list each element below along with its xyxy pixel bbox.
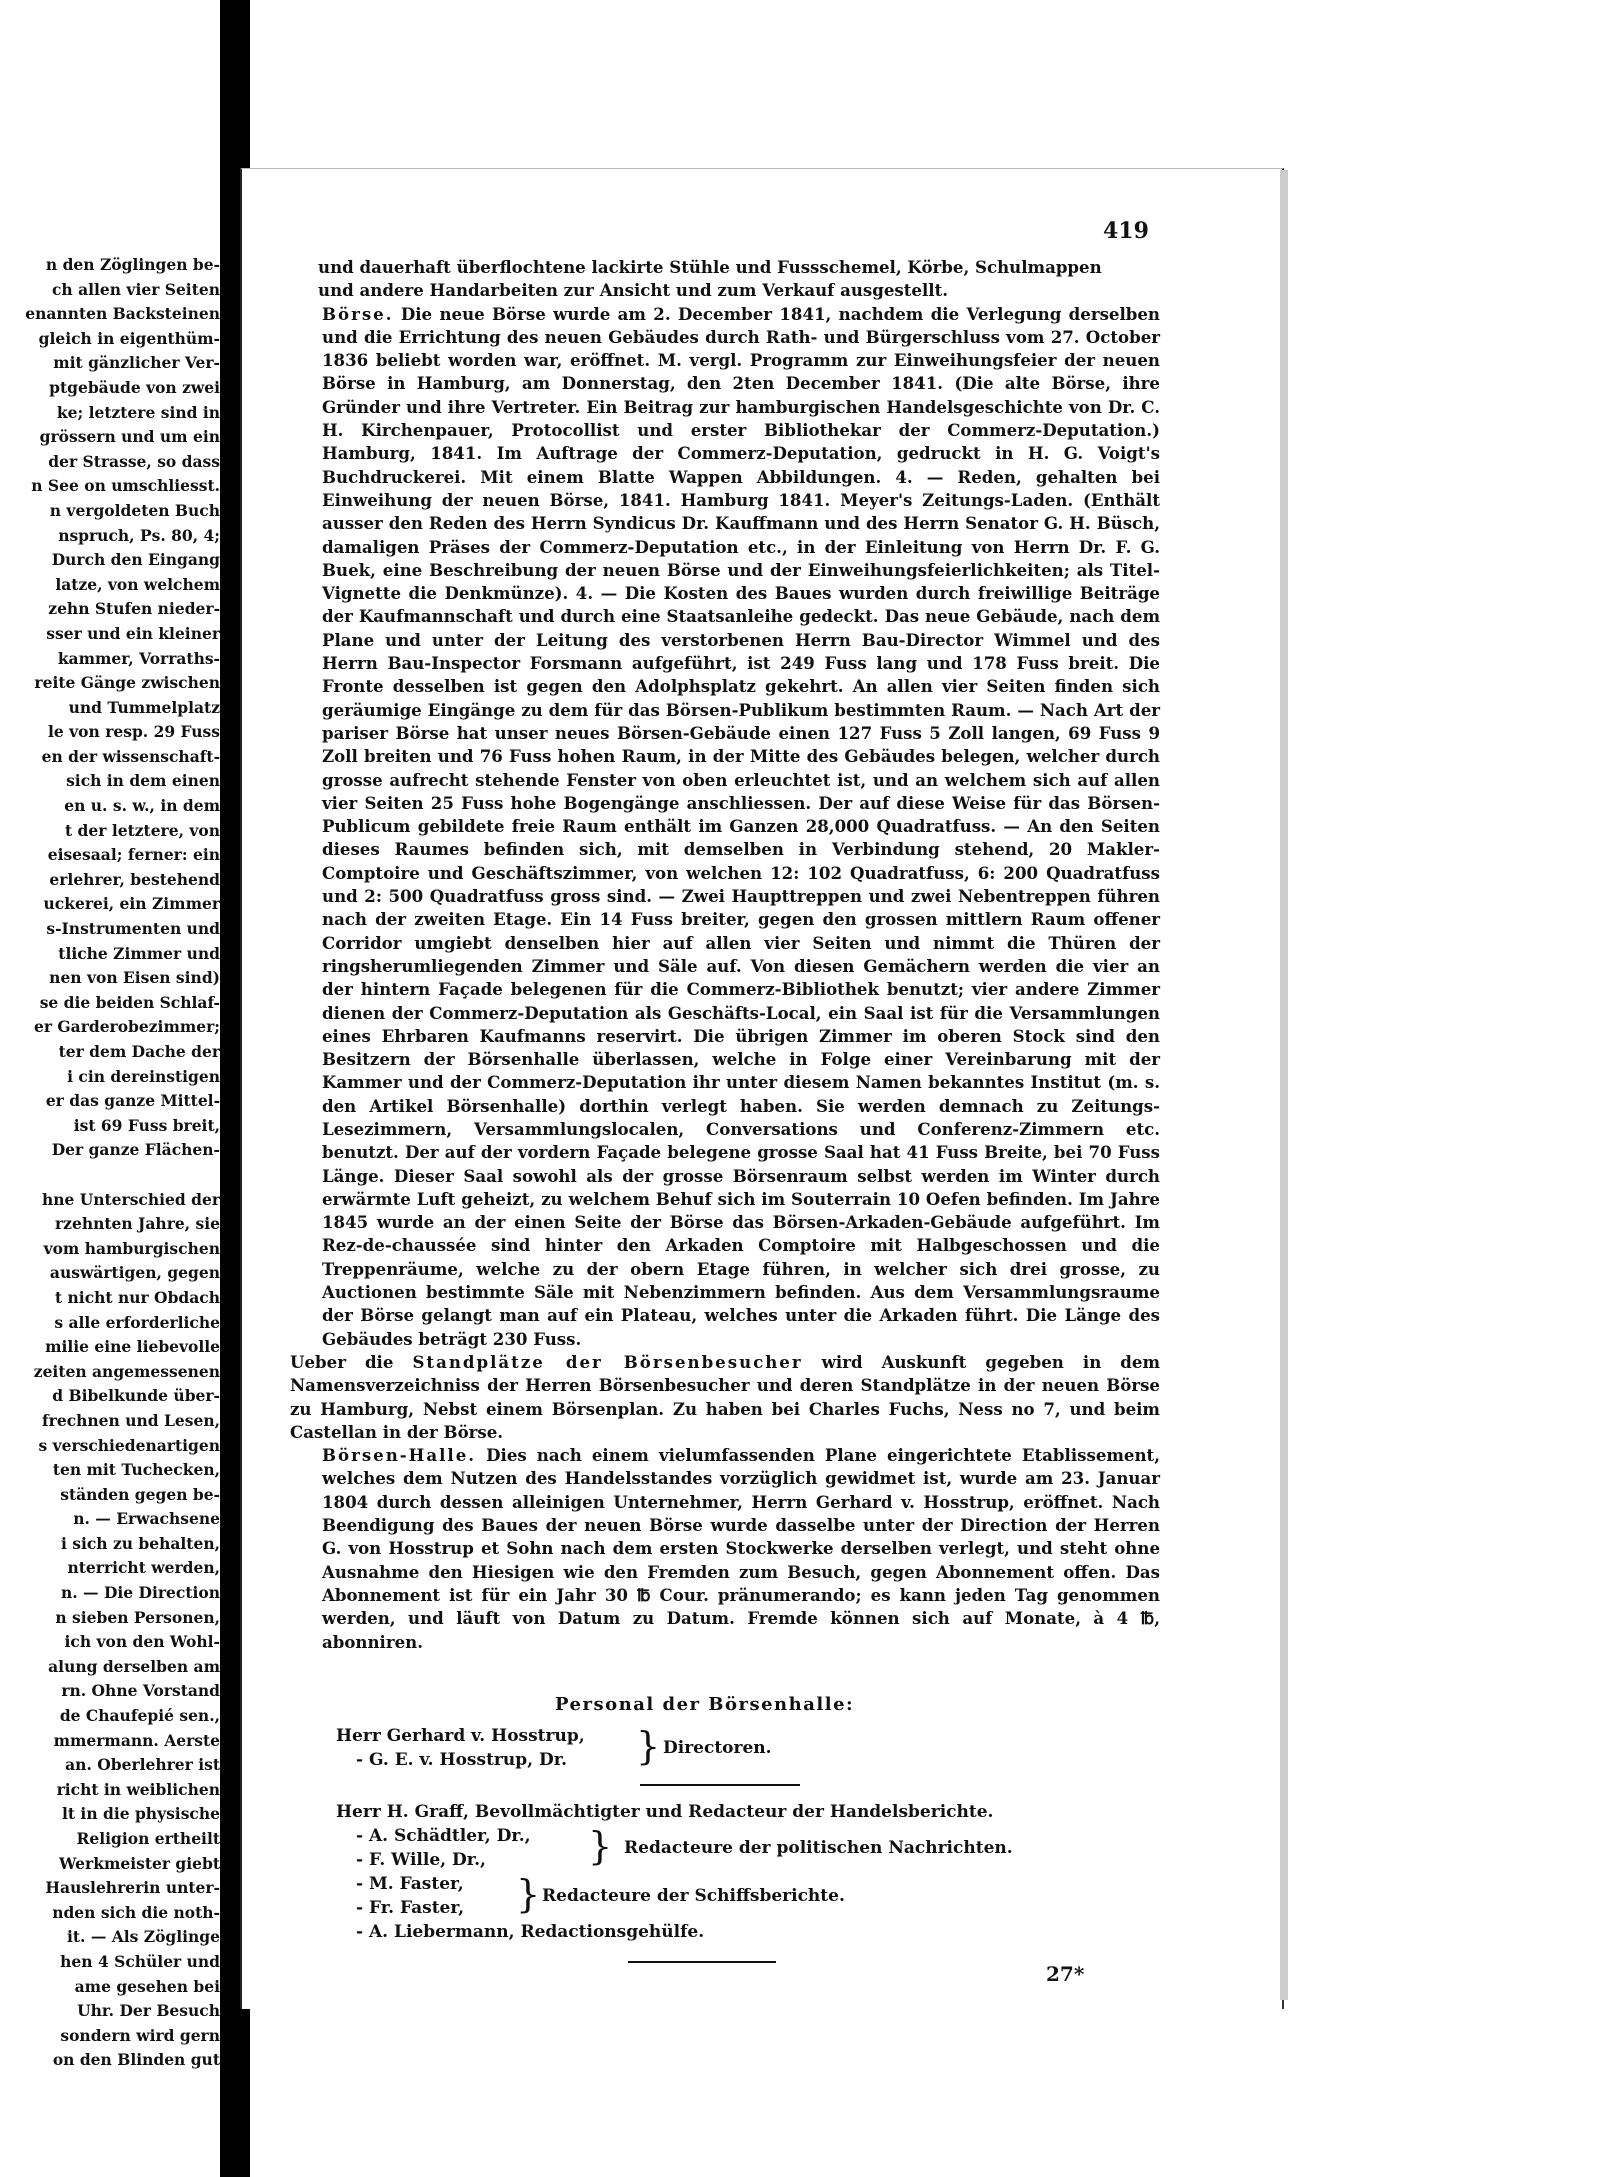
left-column-line: zeiten angemessenen — [33, 1361, 220, 1381]
left-column-line: ständen gegen be- — [60, 1484, 220, 1504]
left-column-line: frechnen und Lesen, — [42, 1410, 220, 1430]
left-column-line: t der letztere, von — [65, 820, 220, 840]
left-column-line: en u. s. w., in dem — [64, 796, 220, 816]
left-column-line: grössern und um ein — [39, 427, 220, 447]
left-column-line: sondern wird gern — [60, 2025, 220, 2045]
left-column-line: milie eine liebevolle — [45, 1337, 220, 1357]
boersenhalle-entry — [290, 1444, 1160, 1654]
left-column-line: zehn Stufen nieder- — [48, 599, 220, 619]
divider-rule-2 — [628, 1961, 776, 1963]
page-number: 419 — [1103, 218, 1149, 244]
political-label: Redacteure der politischen Nachrichten. — [624, 1838, 1013, 1858]
left-column-line: nen von Eisen sind) — [49, 968, 220, 988]
signature-mark: 27* — [1046, 1962, 1085, 1986]
left-column-line: rn. Ohne Vorstand — [61, 1681, 220, 1701]
left-column-line: er Garderobezimmer; — [33, 1017, 220, 1037]
left-column-line: und Tummelplatz — [68, 697, 220, 717]
left-column-line: auswärtigen, gegen — [49, 1263, 220, 1283]
left-column-line: richt in weiblichen — [56, 1779, 220, 1799]
standplaetze-entry — [290, 1351, 1160, 1444]
director-1: Herr Gerhard v. Hosstrup, — [336, 1726, 585, 1746]
left-column-line: ke; letztere sind in — [56, 402, 220, 422]
directors-label: Directoren. — [663, 1738, 772, 1758]
intro-line-2: und andere Handarbeiten zur Ansicht und zum Verkauf ausgestellt. — [318, 280, 949, 301]
left-column-line: ptgebäude von zwei — [49, 377, 220, 397]
left-column-line — [8, 1163, 220, 1188]
left-page-column-text — [8, 253, 220, 2073]
left-column-line: s-Instrumenten und — [46, 919, 220, 939]
divider-rule-1 — [640, 1784, 800, 1786]
left-column-line: an. Oberlehrer ist — [65, 1755, 220, 1775]
left-column-line: sich in dem einen — [66, 771, 220, 791]
left-column-line: t nicht nur Obdach — [54, 1287, 220, 1307]
left-column-line: de Chaufepié sen., — [59, 1706, 220, 1726]
standplaetze-lead: Ueber die — [290, 1351, 394, 1372]
left-column-line: reite Gänge zwischen — [34, 673, 220, 693]
left-column-line: erlehrer, bestehend — [49, 869, 220, 889]
director-2: - G. E. v. Hosstrup, Dr. — [356, 1750, 568, 1770]
shipping-brace: } — [516, 1872, 541, 1916]
left-column-line: mit gänzlicher Ver- — [53, 353, 220, 373]
left-column-line: s verschiedenartigen — [38, 1435, 220, 1455]
left-column-line: vom hamburgischen — [43, 1238, 220, 1258]
left-column-line: rzehnten Jahre, sie — [55, 1214, 220, 1234]
boerse-entry — [290, 303, 1160, 1351]
left-column-line: gleich in eigenthüm- — [38, 328, 220, 348]
left-column-line: Durch den Eingang — [51, 550, 220, 570]
political-editor-1: - A. Schädtler, Dr., — [356, 1826, 531, 1846]
left-column-line: n. — Erwachsene — [73, 1509, 220, 1529]
political-brace: } — [588, 1824, 613, 1868]
shipping-editor-1: - M. Faster, — [356, 1874, 464, 1894]
boersenhalle-heading: Börsen-Halle. — [322, 1445, 477, 1466]
left-column-line: s alle erforderliche — [54, 1312, 220, 1332]
left-column-line: n See on umschliesst. — [31, 476, 220, 496]
left-column-line: d Bibelkunde über- — [52, 1386, 220, 1406]
left-column-line: ch allen vier Seiten — [51, 279, 220, 299]
directors-brace: } — [636, 1724, 661, 1768]
left-column-line: ten mit Tuchecken, — [52, 1460, 220, 1480]
left-column-line: hen 4 Schüler und — [60, 1951, 220, 1971]
shipping-label: Redacteure der Schiffsberichte. — [542, 1886, 845, 1906]
left-column-line: mmermann. Aerste — [53, 1730, 220, 1750]
left-column-line: Uhr. Der Besuch — [77, 2001, 220, 2021]
left-column-line: le von resp. 29 Fuss — [48, 722, 220, 742]
left-column-line: n sieben Personen, — [55, 1607, 220, 1627]
left-column-line: sser und ein kleiner — [46, 623, 220, 643]
left-column-line: er das ganze Mittel- — [45, 1091, 220, 1111]
left-column-line: n den Zöglingen be- — [45, 255, 220, 274]
left-column-line: Werkmeister giebt — [59, 1853, 220, 1873]
left-column-line: nden sich die noth- — [52, 1902, 220, 1922]
page-edge-shadow — [1280, 170, 1288, 2000]
left-column-line: ich von den Wohl- — [64, 1632, 220, 1652]
left-column-line: i sich zu behalten, — [60, 1533, 220, 1553]
left-column-line: n. — Die Direction — [61, 1583, 220, 1603]
left-column-line: latze, von welchem — [55, 574, 220, 594]
boerse-entry-heading: Börse. — [322, 303, 394, 324]
left-column-line: der Strasse, so dass — [48, 451, 220, 471]
left-column-line: uckerei, ein Zimmer — [43, 894, 220, 914]
left-column-line: eisesaal; ferner: ein — [47, 845, 220, 865]
intro-line-1: und dauerhaft überflochtene lackirte Stühle und Fussschemel, Körbe, Schulmappen — [318, 257, 1102, 277]
left-column-line: alung derselben am — [48, 1656, 220, 1676]
left-column-line: ist 69 Fuss breit, — [73, 1115, 220, 1135]
left-column-line: Religion ertheilt — [76, 1829, 220, 1848]
left-column-line: se die beiden Schlaf- — [39, 992, 220, 1012]
left-column-line: on den Blinden gut — [52, 2050, 220, 2070]
left-column-line: hne Unterschied der — [41, 1189, 220, 1209]
left-column-line: Der ganze Flächen- — [51, 1140, 220, 1160]
left-column-line: kammer, Vorraths- — [57, 648, 220, 668]
standplaetze-term: Standplätze der Börsenbesucher — [412, 1351, 803, 1372]
left-column-line: Hauslehrerin unter- — [45, 1878, 220, 1898]
left-column-line: ame gesehen bei — [74, 1976, 220, 1996]
political-editor-2: - F. Wille, Dr., — [356, 1850, 486, 1870]
left-page — [0, 165, 230, 2070]
standplaetze-text: wird Auskunft gegeben in dem Namensverzeichniss der Herren Börsenbesucher und deren Standplätze in der neuen Börse zu Hamburg, Nebst einem Börsenplan. Zu haben bei Charles Fuchs, Ness no 7, und beim Castellan in der Börse. — [290, 1351, 1161, 1442]
left-column-line: i cin dereinstigen — [67, 1066, 220, 1086]
left-column-line: enannten Backsteinen — [25, 304, 220, 324]
shipping-editor-2: - Fr. Faster, — [356, 1898, 465, 1918]
assistant-line: - A. Liebermann, Redactionsgehülfe. — [356, 1922, 705, 1942]
left-column-line: en der wissenschaft- — [41, 746, 220, 766]
boersenhalle-text: Dies nach einem vielumfassenden Plane eingerichtete Etablissement, welches dem Nutzen des Handelsstandes vorzüglich gewidmet ist, wurde am 23. Januar 1804 durch dessen alleinigen Unternehmer, Herrn Gerhard v. Hosstrup, eröffnet. Nach Beendigung des Baues der neuen Börse wurde dasselbe unter der Direction der Herren G. von Hosstrup et Sohn nach dem ersten Stockwerke derselben verlegt, und steht ohne Ausnahme den Hiesigen wie den Fremden zum Besuch, gegen Abonnement offen. Das Abonnement ist für ein Jahr 30 ℔ Cour. pränumerando; es kann jeden Tag genommen werden, und läuft von Datum zu Datum. Fremde können sich auf Monate, à 4 ℔, abonniren. — [322, 1445, 1160, 1652]
personal-heading: Personal der Börsenhalle: — [555, 1694, 855, 1715]
left-column-line: nspruch, Ps. 80, 4; — [58, 525, 220, 545]
boerse-entry-text: Die neue Börse wurde am 2. December 1841, nachdem die Verlegung derselben und die Errichtung des neuen Gebäudes durch Rath- und Bürgerschluss vom 27. October 1836 beliebt worden war, eröffnet. M. vergl. Programm zur Einweihungsfeier der neuen Börse in Hamburg, am Donnerstag, den 2ten December 1841. (Die alte Börse, ihre Gründer und ihre Vertreter. Ein Beitrag zur hamburgischen Handelsgeschichte von Dr. C. H. Kirchenpauer, Protocollist und erster Bibliothekar der Commerz-Deputation.) Hamburg, 1841. Im Auftrage der Commerz-Deputation, gedruckt in H. G. Voigt's Buchdruckerei. Mit einem Blatte Wappen Abbildungen. 4. — Reden, gehalten bei Einweihung der neuen Börse, 1841. Hamburg 1841. Meyer's Zeitungs-Laden. (Enthält ausser den Reden des Herrn Syndicus Dr. Kauffmann und des Herrn Senator G. H. Büsch, damaligen Präses der Commerz-Deputation etc., in der Einleitung von Herrn Dr. F. G. Buek, eine Beschreibung der neuen Börse und der Einweihungsfeierlichkeiten; als Titel-Vignette die Denkmünze). 4. — Die Kosten des Baues wurden durch freiwillige Beiträge der Kaufmannschaft und durch eine Staatsanleihe gedeckt. Das neue Gebäude, nach dem Plane und unter der Leitung des verstorbenen Herrn Bau-Director Wimmel und des Herrn Bau-Inspector Forsmann aufgeführt, ist 249 Fuss lang und 178 Fuss breit. Die Fronte desselben ist gegen den Adolphsplatz gekehrt. An allen vier Seiten finden sich geräumige Eingänge zu dem für das Börsen-Publikum bestimmten Raum. — Nach Art der pariser Börse hat unser neues Börsen-Gebäude einen 127 Fuss 5 Zoll langen, 69 Fuss 9 Zoll breiten und 76 Fuss hohen Raum, in der Mitte des Gebäudes belegen, welcher durch grosse aufrecht stehende Fenster von oben erleuchtet ist, und an welchem sich auf allen vier Seiten 25 Fuss hohe Bogengänge anschliessen. Der auf diese Weise für das Börsen-Publicum gebildete freie Raum enthält im Ganzen 28,000 Quadratfuss. — An den Seiten dieses Raumes befinden sich, mit demselben in Verbindung stehend, 20 Makler-Comptoire und Geschäftszimmer, von welchen 12: 102 Quadratfuss, 6: 200 Quadratfuss und 2: 500 Quadratfuss gross sind. — Zwei Haupttreppen und zwei Nebentreppen führen nach der zweiten Etage. Ein 14 Fuss breiter, gegen den grossen mittlern Raum offener Corridor umgiebt denselben hier auf allen vier Seiten und nimmt die Thüren der ringsherumliegenden Zimmer und Säle auf. Von diesen Gemächern werden die vier an der hintern Façade belegenen für die Commerz-Bibliothek benutzt; vier andere Zimmer dienen der Commerz-Deputation als Geschäfts-Local, ein Saal ist für die Versammlungen eines Ehrbaren Kaufmanns reservirt. Die übrigen Zimmer im oberen Stock sind den Besitzern der Börsenhalle überlassen, welche in Folge einer Vereinbarung mit der Kammer und der Commerz-Deputation ihr unter diesem Namen bekanntes Institut (m. s. den Artikel Börsenhalle) dorthin verlegt haben. Sie werden demnach zu Zeitungs-Lesezimmern, Versammlungslocalen, Conversations und Conferenz-Zimmern etc. benutzt. Der auf der vordern Façade belegene grosse Saal hat 41 Fuss Breite, bei 70 Fuss Länge. Dieser Saal sowohl als der grosse Börsenraum selbst werden im Winter durch erwärmte Luft geheizt, zu welchem Behuf sich im Souterrain 10 Oefen befinden. Im Jahre 1845 wurde an der einen Seite der Börse das Börsen-Arkaden-Gebäude aufgeführt. Im Rez-de-chaussée sind hinter den Arkaden Comptoire mit Halbgeschossen und die Treppenräume, welche zu der obern Etage führen, in welcher sich drei grosse, zu Auctionen bestimmte Säle mit Nebenzimmern befinden. Aus dem Versammlungsraume der Börse gelangt man auf ein Plateau, welches unter die Arkaden führt. Die Länge des Gebäudes beträgt 230 Fuss. — [322, 303, 1160, 1349]
left-column-line: nterricht werden, — [67, 1558, 220, 1578]
left-column-line: tliche Zimmer und — [58, 943, 220, 963]
graff-line: Herr H. Graff, Bevollmächtigter und Redacteur der Handelsberichte. — [336, 1802, 994, 1822]
left-column-line: n vergoldeten Buch — [49, 500, 220, 520]
left-column-line: ter dem Dache der — [58, 1042, 220, 1061]
left-column-line: it. — Als Zöglinge — [66, 1927, 220, 1947]
left-column-line: lt in die physische — [61, 1804, 220, 1824]
main-text-block — [290, 256, 1160, 1654]
